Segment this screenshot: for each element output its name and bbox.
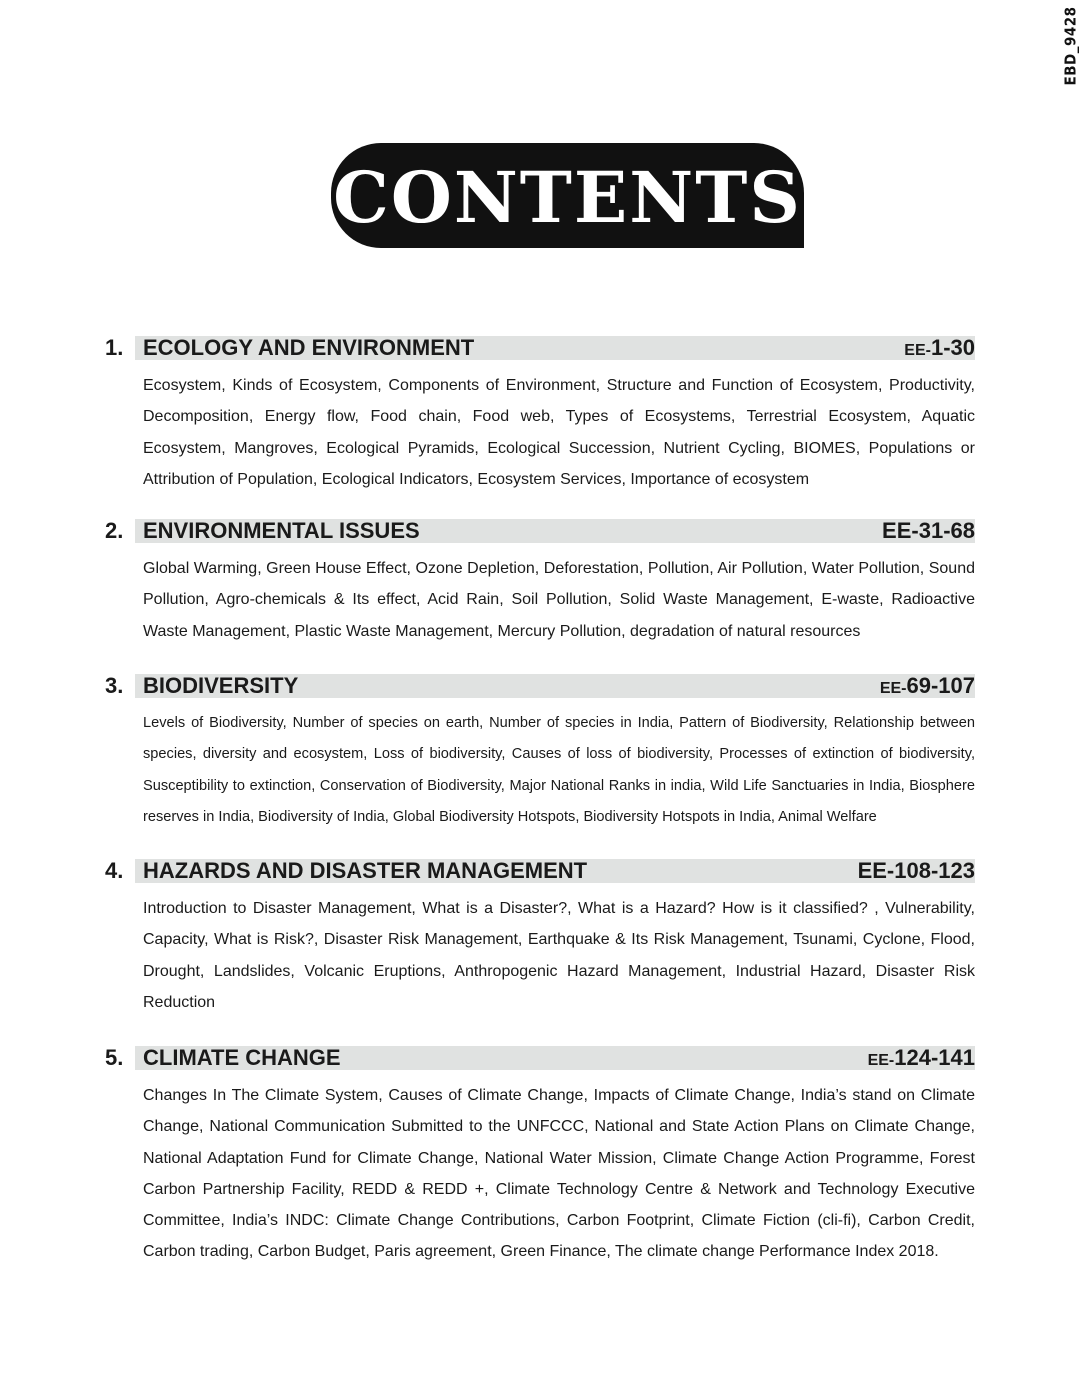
section-page-range (880, 673, 975, 702)
page-numbers: 1-30 (930, 335, 975, 360)
section-number: 3. (105, 673, 124, 698)
toc-section-ecology[interactable] (105, 335, 975, 495)
section-page-range (858, 858, 975, 884)
document-code (1060, 0, 1080, 92)
contents-banner (331, 143, 804, 248)
section-title[interactable]: BIODIVERSITY (143, 673, 299, 698)
section-header (105, 1045, 975, 1071)
section-number: 2. (105, 518, 124, 543)
section-header (105, 673, 975, 699)
section-description: Introduction to Disaster Management, What is a Disaster?, What is a Hazard? How is it classified? , Vulnerability, Capacity, What is Risk?, Disaster Risk Management, Earthquake & Its Risk Management, Tsunami, Cyclone, Flood, Drought, Landslides, Volcanic Eruptions, Anthropogenic Hazard Management, Industrial Hazard, Disaster Risk Reduction (143, 900, 975, 1011)
page-prefix: EE- (857, 858, 895, 883)
page-prefix: EE- (882, 518, 919, 543)
toc-section-hazards[interactable] (105, 858, 975, 1018)
section-title[interactable]: ENVIRONMENTAL ISSUES (143, 518, 420, 543)
page-numbers: 124-141 (894, 1045, 975, 1070)
document-code-text: EBD_9428 (1061, 6, 1080, 86)
toc-section-climate-change[interactable] (105, 1045, 975, 1268)
page-prefix: EE- (904, 342, 931, 359)
section-title[interactable]: HAZARDS AND DISASTER MANAGEMENT (143, 858, 588, 883)
section-number: 1. (105, 335, 124, 360)
section-number: 4. (105, 858, 124, 883)
toc-section-biodiversity[interactable] (105, 673, 975, 833)
section-header (105, 518, 975, 544)
section-page-range (882, 518, 975, 544)
section-description: Ecosystem, Kinds of Ecosystem, Components of Environment, Structure and Function of Ecosystem, Productivity, Decomposition, Energy flow, Food chain, Food web, Types of Ecosystems, Terrestrial Ecosystem, Aquatic Ecosystem, Mangroves, Ecological Pyramids, Ecological Succession, Nutrient Cycling, BIOMES, Populations or Attribution of Population, Ecological Indicators, Ecosystem Services, Importance of ecosystem (143, 377, 975, 488)
section-number: 5. (105, 1045, 124, 1070)
page-title: CONTENTS (333, 155, 802, 239)
page-numbers: 31-68 (918, 518, 975, 543)
section-title[interactable]: ECOLOGY AND ENVIRONMENT (143, 335, 475, 360)
toc-section-environmental-issues[interactable] (105, 518, 975, 647)
section-description: Levels of Biodiversity, Number of species on earth, Number of species in India, Pattern of Biodiversity, Relationship between species, diversity and ecosystem, Loss of biodiversity, Causes of loss of biodiversity, Processes of extinction of biodiversity, Susceptibility to extinction, Conservation of Biodiversity, Major National Ranks in india, Wild Life Sanctuaries in India, Biosphere reserves in India, Biodiversity of India, Global Biodiversity Hotspots, Biodiversity Hotspots in India, Animal Welfare (143, 715, 975, 825)
section-page-range (868, 1045, 975, 1074)
section-header (105, 858, 975, 884)
section-description: Changes In The Climate System, Causes of Climate Change, Impacts of Climate Change, India’s stand on Climate Change, National Communication Submitted to the UNFCCC, National and State Action Plans on Climate Change, National Adaptation Fund for Climate Change, National Water Mission, Climate Change Action Programme, Forest Carbon Partnership Facility, REDD & REDD +, Climate Technology Centre & Network and Technology Executive Committee, India’s INDC: Climate Change Contributions, Carbon Footprint, Climate Fiction (cli-fi), Carbon Credit, Carbon trading, Carbon Budget, Paris agreement, Green Finance, The climate change Performance Index 2018. (143, 1087, 975, 1261)
page-numbers: 69-107 (906, 673, 975, 698)
page-prefix: EE- (879, 680, 907, 697)
page-numbers: 108-123 (894, 858, 975, 883)
section-header (105, 335, 975, 361)
section-description: Global Warming, Green House Effect, Ozone Depletion, Deforestation, Pollution, Air Pollution, Water Pollution, Sound Pollution, Agro-chemicals & Its effect, Acid Rain, Soil Pollution, Solid Waste Management, E-waste, Radioactive Waste Management, Plastic Waste Management, Mercury Pollution, degradation of natural resources (143, 560, 975, 640)
section-title[interactable]: CLIMATE CHANGE (143, 1045, 341, 1070)
section-page-range (904, 335, 975, 364)
page-prefix: EE- (867, 1052, 895, 1069)
